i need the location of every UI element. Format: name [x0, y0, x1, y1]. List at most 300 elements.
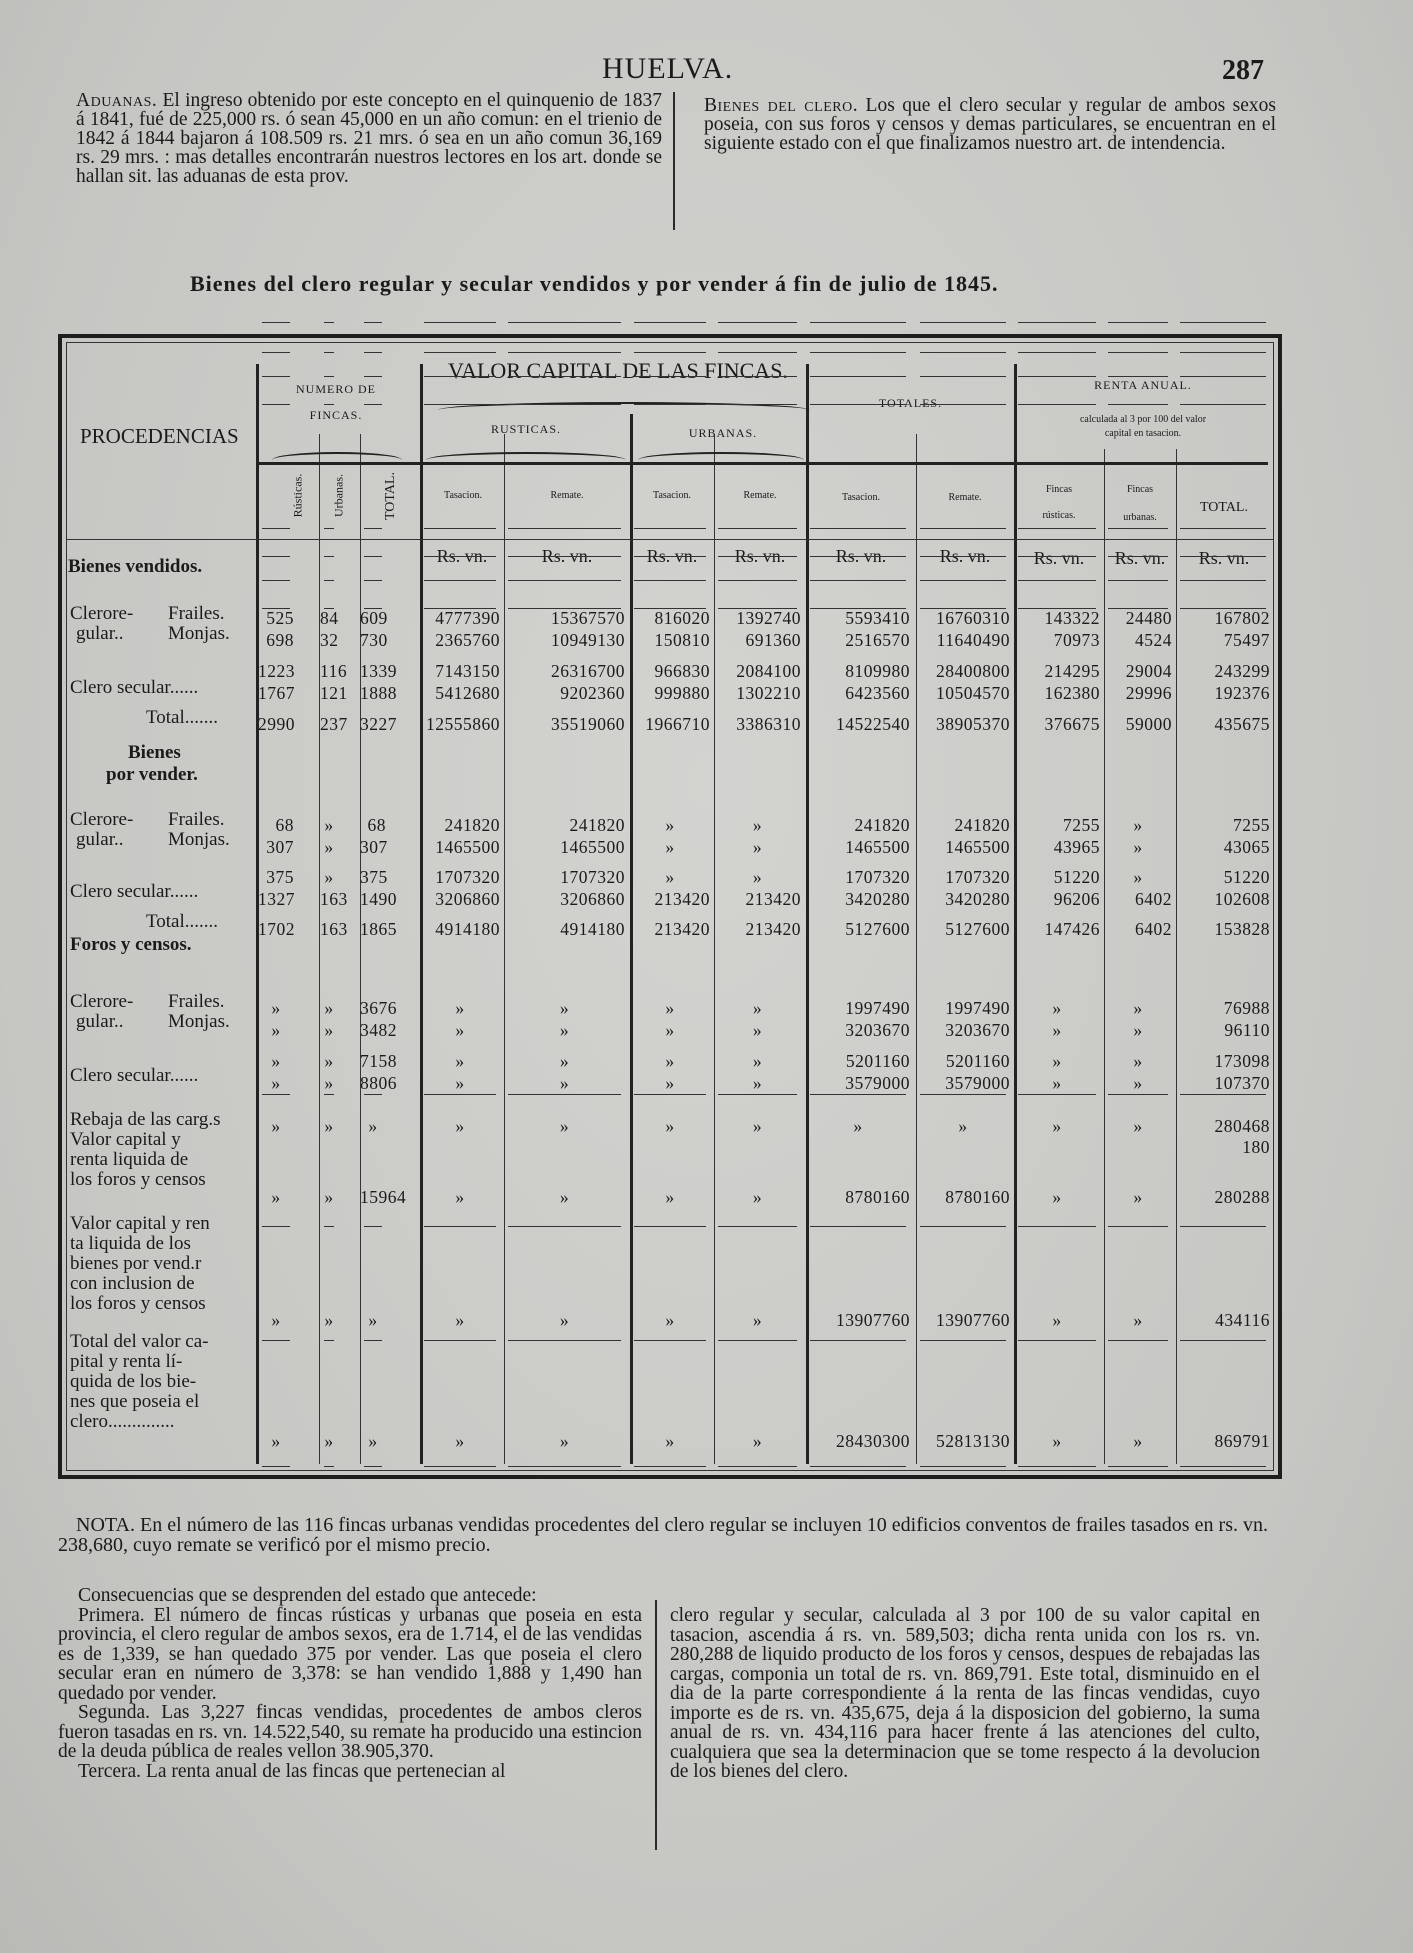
row-label: Rebaja de las carg.s	[70, 1109, 221, 1130]
table-cell: 52813130	[936, 1431, 1010, 1451]
row-label: Valor capital y ren	[70, 1213, 210, 1234]
subtotal-rule	[810, 608, 906, 609]
fincas-urbanas-header: urbanas.	[1123, 512, 1157, 523]
table-cell: »	[559, 1310, 570, 1330]
col-rule	[1014, 364, 1017, 1464]
bienes-clero-text: Los que el clero secular y regular de ambos sexos poseia, con sus foros y censos y demas particulares, se encuentran en el siguiente estado con el que finalizamos nuestro art. de intendencia.	[704, 95, 1276, 154]
table-cell: 609	[360, 608, 388, 628]
subtotal-rule	[324, 608, 334, 609]
subtotal-rule	[364, 1094, 382, 1095]
subtotal-rule	[262, 376, 290, 377]
consecuencias-tercera: Tercera. La renta anual de las fincas que pertenecian al	[78, 1760, 506, 1782]
subtotal-rule	[810, 1226, 906, 1227]
unit-label: Rs. vn.	[1033, 548, 1085, 568]
tasacion-header: Tasacion.	[653, 490, 691, 501]
procedencias-header: PROCEDENCIAS	[80, 424, 239, 448]
subtotal-rule	[508, 352, 621, 353]
subtotal-rule	[1180, 528, 1266, 529]
table-cell: »	[665, 1051, 675, 1071]
subtotal-rule	[1180, 352, 1266, 353]
table-cell: 3676	[360, 998, 397, 1018]
subtotal-rule	[1018, 1340, 1096, 1341]
table-cell: 280468	[1214, 1116, 1270, 1136]
tasacion-header: Tasacion.	[842, 492, 880, 503]
table-cell: »	[1133, 837, 1143, 857]
table-cell: »	[271, 1187, 281, 1207]
section-foros: Foros y censos.	[70, 934, 192, 955]
table-cell: 116	[320, 661, 348, 681]
table-cell: »	[1133, 815, 1143, 835]
table-cell: 5593410	[845, 608, 910, 628]
table-cell: 730	[360, 630, 388, 650]
subtotal-rule	[424, 1226, 496, 1227]
row-label: pital y renta lí-	[70, 1351, 183, 1372]
subtotal-rule	[1018, 376, 1096, 377]
subtotal-rule	[324, 1226, 334, 1227]
fincas-rusticas-header: rústicas.	[1042, 510, 1076, 521]
subtotal-rule	[424, 580, 496, 581]
table-cell: 237	[320, 714, 348, 734]
subtotal-rule	[634, 1466, 706, 1467]
subtotal-rule	[920, 322, 1006, 323]
table-cell: 163	[320, 919, 348, 939]
subtotal-rule	[920, 1340, 1006, 1341]
subtotal-rule	[1018, 1466, 1096, 1467]
subtotal-rule	[262, 322, 290, 323]
subtotal-rule	[1108, 556, 1168, 557]
table-cell: »	[324, 998, 334, 1018]
table-cell: »	[1052, 1073, 1062, 1093]
table-cell: 2365760	[435, 630, 500, 650]
tasacion-header: Tasacion.	[444, 490, 482, 501]
subtotal-rule	[810, 528, 906, 529]
remate-header: Remate.	[743, 490, 777, 501]
table-cell: 1327	[258, 889, 295, 909]
table-cell: »	[958, 1116, 968, 1136]
subtotal-rule	[364, 1226, 382, 1227]
subtotal-rule	[1018, 556, 1096, 557]
table-cell: 14522540	[836, 714, 910, 734]
nota-paragraph	[58, 1515, 1268, 1555]
subtotal-rule	[718, 1340, 797, 1341]
subtotal-rule	[718, 352, 797, 353]
table-cell: »	[665, 1187, 675, 1207]
consecuencias-primera: Primera. El número de fincas rústicas y urbanas que poseia en esta provincia, el clero regular de ambos sexos, era de 1.714, el de las vendidas es de 1,339, se han quedado 375 por vender. Las que poseia el clero secular eran en número de 3,378: se han vendido 1,888 y 1,490 han quedado por vender.	[58, 1604, 642, 1704]
table-cell: 376675	[1044, 714, 1100, 734]
rusticas-count-header: Rústicas.	[290, 473, 305, 518]
table-cell: 1707320	[435, 867, 500, 887]
table-cell: 1392740	[736, 608, 801, 628]
table-cell: »	[368, 1431, 378, 1451]
table-cell: »	[271, 1116, 281, 1136]
subtotal-rule	[262, 580, 290, 581]
subtotal-rule	[1108, 352, 1168, 353]
table-cell: 173098	[1214, 1051, 1270, 1071]
table-cell: 16760310	[936, 608, 1010, 628]
subtotal-rule	[1108, 1094, 1168, 1095]
table-cell: 1223	[258, 661, 295, 681]
subtotal-rule	[810, 1094, 906, 1095]
section-por-vender: por vender.	[106, 764, 198, 785]
unit-label: Rs. vn.	[436, 546, 488, 566]
subtotal-rule	[634, 1340, 706, 1341]
table-cell: »	[752, 815, 763, 835]
table-cell: 43065	[1223, 837, 1270, 857]
subtotal-rule	[920, 376, 1006, 377]
subtotal-rule	[1180, 1226, 1266, 1227]
subtotal-rule	[718, 580, 797, 581]
subtotal-rule	[718, 1226, 797, 1227]
table-cell: 213420	[745, 889, 801, 909]
subtotal-rule	[364, 352, 382, 353]
unit-label: Rs. vn.	[835, 546, 887, 566]
subtotal-rule	[262, 608, 290, 609]
aduanas-text: El ingreso obtenido por este concepto en el quinquenio de 1837 á 1841, fué de 225,000 rs. ó sean 45,000 en un año comun: en el trienio de 1842 á 1844 bajaron á 108.509 rs. 21 mrs. ó sea en un año comun 36,169 rs. 29 mrs. : mas detalles encontrarán nuestros lectores en los art. donde se hallan sit. las aduanas de esta prov.	[76, 90, 662, 187]
numero-fincas-header: NUMERO DE FINCAS.	[296, 382, 376, 422]
table-cell: »	[559, 1073, 570, 1093]
subtotal-rule	[364, 556, 382, 557]
table-cell: 241820	[569, 815, 625, 835]
table-cell: 5201160	[845, 1051, 910, 1071]
subtotal-rule	[920, 608, 1006, 609]
table-cell: 96206	[1053, 889, 1100, 909]
table-cell: 525	[266, 608, 294, 628]
table-cell: »	[324, 1051, 334, 1071]
subtotal-rule	[1018, 404, 1096, 405]
subtotal-rule	[1018, 608, 1096, 609]
subtotal-rule	[364, 580, 382, 581]
table-cell: »	[559, 1020, 570, 1040]
subtotal-rule	[324, 352, 334, 353]
subtotal-rule	[262, 352, 290, 353]
row-label: quida de los bie-	[70, 1371, 197, 1392]
table-cell: »	[271, 1073, 281, 1093]
subtotal-rule	[262, 528, 290, 529]
subtotal-rule	[718, 528, 797, 529]
subtotal-rule	[1018, 322, 1096, 323]
subtotal-rule	[324, 376, 334, 377]
renta-subheader: capital en tasacion.	[1104, 428, 1182, 439]
fincas-rusticas-header: Fincas	[1045, 484, 1073, 495]
table-cell: »	[752, 1310, 763, 1330]
table-cell: »	[853, 1116, 863, 1136]
subtotal-rule	[810, 1340, 906, 1341]
table-cell: 8806	[360, 1073, 397, 1093]
table-cell: »	[455, 1187, 465, 1207]
table-cell: »	[271, 1020, 281, 1040]
table-cell: 4914180	[560, 919, 625, 939]
table-cell: 162380	[1044, 683, 1100, 703]
table-cell: 3420280	[845, 889, 910, 909]
subtotal-rule	[1108, 404, 1168, 405]
header-rule	[66, 539, 1274, 540]
subtotal-rule	[1180, 322, 1266, 323]
subtotal-rule	[424, 322, 496, 323]
table-cell: 816020	[654, 608, 710, 628]
subtotal-rule	[364, 608, 382, 609]
table-cell: 28430300	[836, 1431, 910, 1451]
table-cell: 3206860	[560, 889, 625, 909]
table-cell: »	[324, 1116, 334, 1136]
remate-header: Remate.	[550, 490, 584, 501]
running-title: HUELVA.	[602, 52, 734, 85]
valor-capital-header: VALOR CAPITAL DE LAS FINCAS.	[448, 358, 788, 383]
table-cell: »	[559, 1431, 570, 1451]
table-cell: 241820	[444, 815, 500, 835]
subtotal-rule	[324, 580, 334, 581]
table-cell: »	[271, 998, 281, 1018]
subtotal-rule	[634, 1094, 706, 1095]
subtotal-rule	[508, 556, 621, 557]
subtotal-rule	[364, 528, 382, 529]
table-cell: 1707320	[560, 867, 625, 887]
rusticas-header: RUSTICAS.	[490, 422, 561, 436]
table-cell: 96110	[1224, 1020, 1270, 1040]
subtotal-rule	[1180, 1094, 1266, 1095]
table-cell: »	[1052, 1116, 1062, 1136]
table-cell: 15367570	[551, 608, 625, 628]
table-cell: »	[665, 1073, 675, 1093]
subtotal-rule	[262, 556, 290, 557]
table-cell: »	[752, 1020, 763, 1040]
table-cell: »	[752, 1431, 763, 1451]
total-count-header: TOTAL.	[383, 472, 398, 521]
consecuencias-segunda: Segunda. Las 3,227 fincas vendidas, procedentes de ambos cleros fueron tasadas en rs. vn. 14.522,540, su remate ha producido una estincion de la deuda pública de reales vellon 38.905,370.	[58, 1702, 642, 1762]
table-cell: 999880	[654, 683, 710, 703]
row-label: Valor capital y	[70, 1129, 181, 1150]
row-label: Frailes.	[168, 603, 225, 624]
table-cell: »	[324, 1187, 334, 1207]
subtotal-rule	[424, 528, 496, 529]
table-cell: 75497	[1223, 630, 1270, 650]
row-label: Frailes.	[168, 809, 225, 830]
subtotal-rule	[1108, 1340, 1168, 1341]
table-cell: 966830	[654, 661, 710, 681]
subtotal-rule	[324, 556, 334, 557]
table-cell: 9202360	[560, 683, 625, 703]
table-cell: 7158	[360, 1051, 397, 1071]
row-label: renta liquida de	[70, 1149, 189, 1170]
subtotal-rule	[364, 322, 382, 323]
subtotal-rule	[718, 376, 797, 377]
table-cell: 1465500	[560, 837, 625, 857]
clergy-property-table	[58, 334, 1282, 1479]
table-cell: »	[752, 837, 763, 857]
subtotal-rule	[324, 404, 334, 405]
subtotal-rule	[634, 608, 706, 609]
table-cell: 102608	[1214, 889, 1270, 909]
row-label: Monjas.	[168, 829, 230, 850]
table-cell: »	[324, 1020, 334, 1040]
table-cell: »	[1133, 1187, 1143, 1207]
subtotal-rule	[262, 1226, 290, 1227]
table-cell: »	[752, 998, 763, 1018]
table-cell: 163	[320, 889, 348, 909]
subtotal-rule	[364, 1466, 382, 1467]
subtotal-rule	[1018, 352, 1096, 353]
table-cell: 11640490	[936, 630, 1010, 650]
table-cell: 6423560	[845, 683, 910, 703]
table-cell: »	[1052, 998, 1062, 1018]
table-cell: 8109980	[845, 661, 910, 681]
unit-label: Rs. vn.	[1198, 548, 1250, 568]
table-cell: 213420	[654, 889, 710, 909]
table-cell: »	[455, 1116, 465, 1136]
subtotal-rule	[508, 608, 621, 609]
row-label: gular..	[76, 623, 124, 644]
table-cell: »	[1133, 1073, 1143, 1093]
table-cell: 5127600	[845, 919, 910, 939]
table-cell: 51220	[1053, 867, 1100, 887]
table-cell: 153828	[1214, 919, 1270, 939]
table-cell: 375	[266, 867, 294, 887]
subtotal-rule	[1180, 404, 1266, 405]
table-cell: 3420280	[945, 889, 1010, 909]
subtotal-rule	[324, 528, 334, 529]
subtotal-rule	[508, 580, 621, 581]
subtotal-rule	[424, 376, 496, 377]
subtotal-rule	[1108, 580, 1168, 581]
table-cell: 241820	[954, 815, 1010, 835]
subtotal-rule	[424, 1094, 496, 1095]
table-cell: 3386310	[736, 714, 801, 734]
subtotal-rule	[634, 1226, 706, 1227]
table-cell: 280288	[1214, 1187, 1270, 1207]
table-cell: »	[1133, 867, 1143, 887]
table-cell: 1302210	[736, 683, 801, 703]
table-cell: 5127600	[945, 919, 1010, 939]
table-cell: »	[559, 998, 570, 1018]
table-cell: 13907760	[836, 1310, 910, 1330]
table-cell: 2084100	[736, 661, 801, 681]
subtotal-rule	[1108, 1466, 1168, 1467]
table-cell: »	[455, 998, 465, 1018]
table-cell: »	[665, 1431, 675, 1451]
table-cell: 28400800	[936, 661, 1010, 681]
subtotal-rule	[718, 404, 797, 405]
unit-label: Rs. vn.	[1114, 548, 1166, 568]
aduanas-paragraph	[76, 91, 662, 186]
subtotal-rule	[920, 1466, 1006, 1467]
table-cell: 698	[266, 630, 294, 650]
table-cell: 2990	[258, 714, 295, 734]
table-cell: 76988	[1223, 998, 1270, 1018]
table-cell: 180	[1242, 1137, 1270, 1157]
row-label: Clerore-	[70, 603, 134, 624]
row-label: Total.......	[146, 911, 219, 932]
subtotal-rule	[364, 376, 382, 377]
subtotal-rule	[364, 404, 382, 405]
subtotal-rule	[1180, 580, 1266, 581]
table-cell: »	[559, 1116, 570, 1136]
table-cell: »	[665, 1020, 675, 1040]
row-label: gular..	[76, 829, 124, 850]
subtotal-rule	[1180, 556, 1266, 557]
table-cell: »	[665, 1310, 675, 1330]
table-cell: »	[1052, 1051, 1062, 1071]
subtotal-rule	[810, 556, 906, 557]
header-brace	[638, 452, 804, 468]
urbanas-header: URBANAS.	[688, 426, 758, 440]
table-cell: »	[665, 837, 675, 857]
row-label: Clero secular......	[70, 677, 199, 698]
subtotal-rule	[508, 1226, 621, 1227]
table-cell: »	[368, 1116, 378, 1136]
subtotal-rule	[262, 1340, 290, 1341]
table-cell: »	[1133, 1051, 1143, 1071]
subtotal-rule	[424, 1466, 496, 1467]
subtotal-rule	[810, 322, 906, 323]
table-cell: »	[1052, 1431, 1062, 1451]
consecuencias-left-column	[58, 1586, 642, 1781]
subtotal-rule	[810, 376, 906, 377]
subtotal-rule	[324, 322, 334, 323]
subtotal-rule	[508, 1094, 621, 1095]
table-cell: 307	[360, 837, 388, 857]
row-label: los foros y censos	[70, 1169, 206, 1190]
table-cell: »	[1133, 1020, 1143, 1040]
subtotal-rule	[262, 1094, 290, 1095]
subtotal-rule	[920, 556, 1006, 557]
table-cell: 8780160	[845, 1187, 910, 1207]
table-cell: 213420	[745, 919, 801, 939]
table-cell: 1490	[360, 889, 397, 909]
remate-header: Remate.	[948, 492, 982, 503]
table-cell: 3203670	[845, 1020, 910, 1040]
table-cell: 167802	[1214, 608, 1270, 628]
table-cell: »	[455, 1051, 465, 1071]
table-cell: 107370	[1214, 1073, 1270, 1093]
subtotal-rule	[718, 1466, 797, 1467]
table-cell: 3203670	[945, 1020, 1010, 1040]
subtotal-rule	[718, 556, 797, 557]
subtotal-rule	[634, 404, 706, 405]
table-cell: 1702	[258, 919, 295, 939]
subtotal-rule	[810, 1466, 906, 1467]
table-cell: 29004	[1125, 661, 1172, 681]
table-cell: 7255	[1063, 815, 1100, 835]
row-label: bienes por vend.r	[70, 1253, 202, 1274]
col-rule	[806, 364, 809, 1464]
table-cell: »	[752, 867, 763, 887]
subtotal-rule	[508, 376, 621, 377]
unit-label: Rs. vn.	[939, 546, 991, 566]
table-cell: 10949130	[551, 630, 625, 650]
subtotal-rule	[424, 1340, 496, 1341]
table-cell: 241820	[854, 815, 910, 835]
table-cell: 59000	[1125, 714, 1172, 734]
table-cell: 150810	[654, 630, 710, 650]
table-cell: 43965	[1053, 837, 1100, 857]
table-cell: 15964	[360, 1187, 407, 1207]
table-cell: 143322	[1044, 608, 1100, 628]
table-cell: 7255	[1233, 815, 1270, 835]
subtotal-rule	[262, 404, 290, 405]
table-cell: »	[665, 998, 675, 1018]
nota-label: NOTA.	[76, 1514, 135, 1536]
subtotal-rule	[920, 528, 1006, 529]
row-label: Total del valor ca-	[70, 1331, 209, 1352]
subtotal-rule	[718, 608, 797, 609]
subtotal-rule	[324, 1466, 334, 1467]
table-cell: 24480	[1125, 608, 1172, 628]
subtotal-rule	[508, 1340, 621, 1341]
table-cell: 32	[320, 630, 339, 650]
table-cell: 2516570	[845, 630, 910, 650]
table-cell: 12555860	[426, 714, 500, 734]
subtotal-rule	[634, 352, 706, 353]
table-cell: »	[752, 1073, 763, 1093]
